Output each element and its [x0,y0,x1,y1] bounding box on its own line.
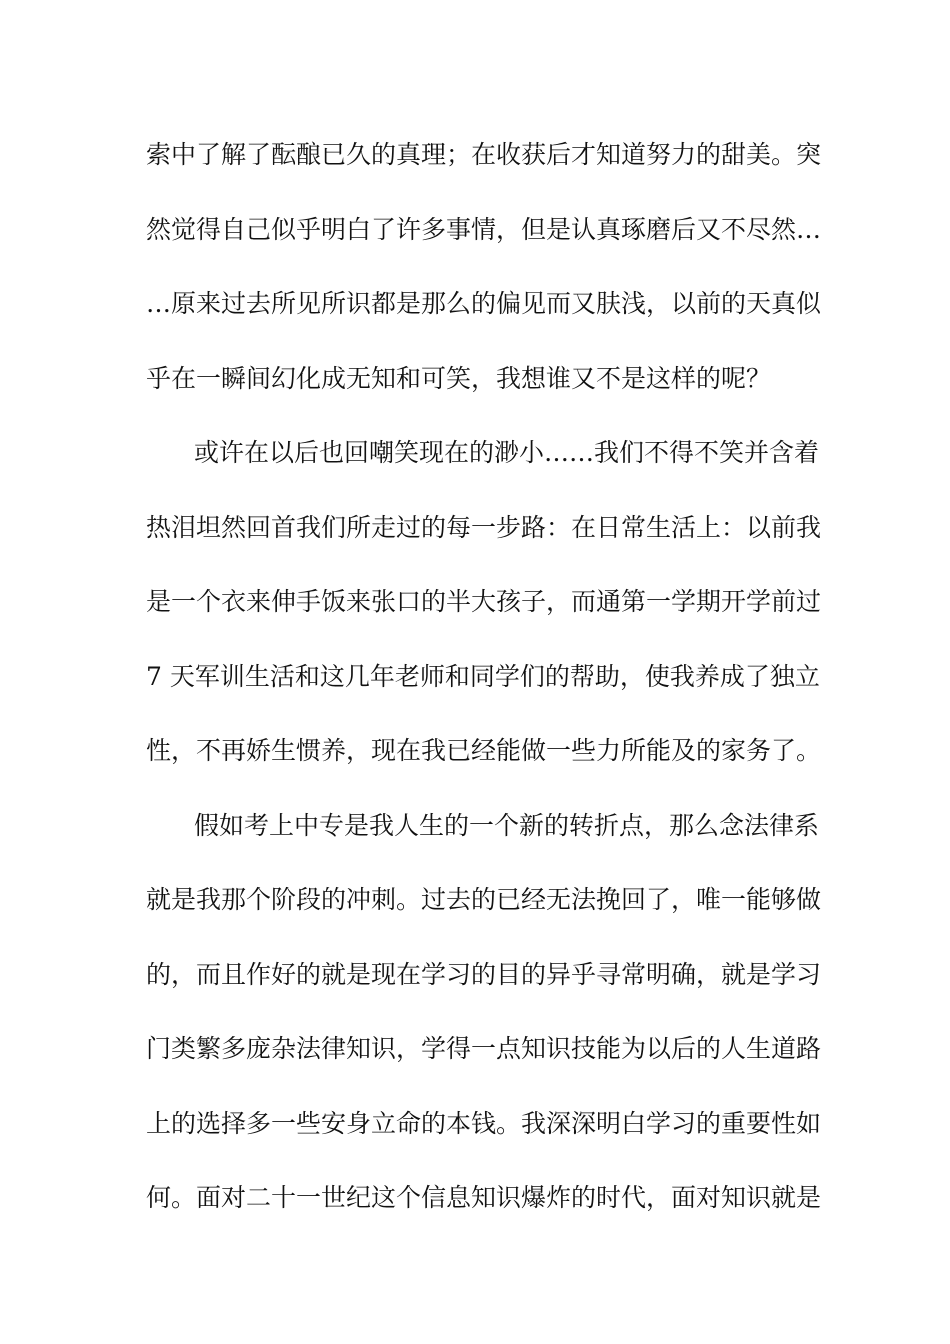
paragraph-first-line: 假如考上中专是我人生的一个新的转折点，那么念法律系 [194,811,820,840]
paragraph-first-line: 或许在以后也回嘲笑现在的渺小……我们不得不笑并含着 [194,438,820,467]
text-line: 然觉得自己似乎明白了许多事情，但是认真琢磨后又不尽然… [146,215,822,244]
text-line: 性，不再娇生惯养，现在我已经能做一些力所能及的家务了。 [146,736,822,765]
text-line: 何。面对二十一世纪这个信息知识爆炸的时代，面对知识就是 [146,1183,822,1212]
text-line: 上的选择多一些安身立命的本钱。我深深明白学习的重要性如 [146,1109,822,1138]
text-line: 热泪坦然回首我们所走过的每一步路：在日常生活上：以前我 [146,513,822,542]
text-line: 就是我那个阶段的冲刺。过去的已经无法挽回了，唯一能够做 [146,885,822,914]
text-line: 的，而且作好的就是现在学习的目的异乎寻常明确，就是学习 [146,960,822,989]
text-line: 索中了解了酝酿已久的真理；在收获后才知道努力的甜美。突 [146,140,822,169]
text-line: 乎在一瞬间幻化成无知和可笑，我想谁又不是这样的呢？ [146,364,772,393]
text-line: 7 天军训生活和这几年老师和同学们的帮助，使我养成了独立 [146,662,820,691]
text-line: …原来过去所见所识都是那么的偏见而又肤浅，以前的天真似 [146,289,822,318]
text-line: 门类繁多庞杂法律知识，学得一点知识技能为以后的人生道路 [146,1034,822,1063]
text-line: 是一个衣来伸手饭来张口的半大孩子，而通第一学期开学前过 [146,587,822,616]
